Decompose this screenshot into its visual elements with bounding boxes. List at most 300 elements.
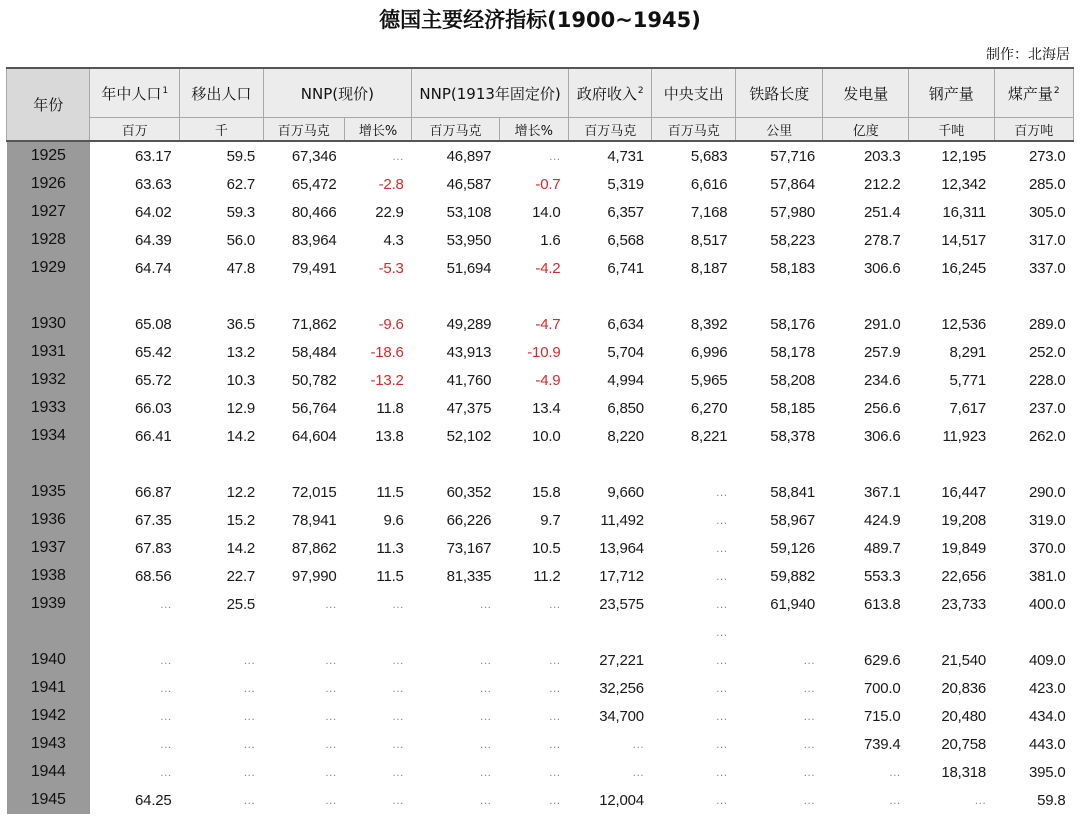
cell-electricity: 715.0 [863,707,901,725]
cell-steel: 8,291 [949,343,987,361]
cell-year: 1945 [7,786,90,814]
cell-railway-length: 58,208 [770,371,815,389]
cell-emigration: 12.2 [226,483,256,501]
cell-nnp-constant-growth: 14.0 [532,203,561,221]
cell-emigration: … [243,681,256,695]
cell-govt-revenue: 6,741 [607,259,644,277]
cell-nnp-constant: … [479,597,492,611]
cell-steel: 12,195 [941,147,987,165]
table-row [7,534,1074,562]
cell-nnp-constant: 73,167 [446,539,492,557]
cell-nnp-current-growth: 13.8 [375,427,404,445]
cell-nnp-current: 64,604 [291,427,337,445]
cell-coal: 409.0 [1028,651,1066,669]
cell-electricity: 613.8 [863,595,901,613]
table-row [7,786,1074,814]
cell-coal: 228.0 [1028,371,1066,389]
cell-electricity: 212.2 [863,175,901,193]
cell-govt-revenue [568,618,651,646]
cell-steel: 20,836 [941,679,987,697]
spacer-cell [345,450,412,478]
cell-nnp-constant [412,618,500,646]
cell-central-expenditure: 6,270 [690,399,728,417]
cell-railway-length: … [803,765,815,779]
cell-nnp-current-growth: 9.6 [383,511,404,529]
cell-electricity: 291.0 [863,315,901,333]
cell-steel: 16,311 [942,203,987,221]
spacer-cell [90,282,180,310]
table-row [7,758,1074,786]
cell-govt-revenue: … [632,765,644,779]
cell-nnp-constant-growth: … [548,793,561,807]
cell-central-expenditure: … [715,625,728,639]
cell-nnp-constant-growth: 13.4 [532,399,561,417]
cell-emigration: 10.3 [226,371,256,389]
header-steel: 钢产量 [909,68,995,118]
spacer-cell [994,282,1073,310]
cell-nnp-current-growth: 11.8 [376,399,404,417]
cell-population: 68.56 [135,567,172,585]
cell-govt-revenue: 34,700 [599,707,644,725]
cell-emigration: … [243,793,256,807]
cell-population: … [159,653,172,667]
unit-railway-length: 公里 [735,118,823,142]
cell-nnp-constant-growth: 11.2 [533,567,561,585]
cell-govt-revenue: 5,319 [607,175,644,193]
cell-year: 1942 [7,702,90,730]
cell-railway-length: 57,716 [770,147,815,165]
table-row [7,366,1074,394]
cell-nnp-constant-growth: 10.0 [532,427,561,445]
cell-emigration: 15.2 [226,511,256,529]
cell-population: … [159,681,172,695]
table-row [7,338,1074,366]
cell-govt-revenue: 6,568 [607,231,644,249]
cell-nnp-constant: … [479,765,492,779]
header-population: 年中人口$^1$ [90,68,180,118]
unit-nnp-constant-growth: 增长% [499,118,568,142]
cell-electricity: 306.6 [863,427,901,445]
cell-nnp-constant-growth: … [548,737,561,751]
cell-nnp-constant: … [479,653,492,667]
cell-steel: 7,617 [949,399,987,417]
cell-central-expenditure: 8,187 [690,259,728,277]
cell-electricity: 629.6 [863,651,901,669]
cell-govt-revenue: 12,004 [599,791,644,809]
cell-govt-revenue: 6,634 [607,315,644,333]
cell-population: 63.63 [135,175,172,193]
cell-coal: 319.0 [1028,511,1066,529]
cell-year: 1930 [7,310,90,338]
cell-nnp-current: … [324,653,337,667]
spacer-row [7,282,1074,310]
cell-nnp-constant-growth: … [548,653,561,667]
cell-nnp-constant: … [479,709,492,723]
cell-emigration: … [243,709,256,723]
cell-electricity: 256.6 [863,399,901,417]
cell-nnp-current-growth: … [391,765,404,779]
cell-steel: 22,656 [941,567,987,585]
cell-electricity: … [888,793,901,807]
cell-govt-revenue: 4,994 [607,371,644,389]
table-row [7,674,1074,702]
cell-population: 67.35 [135,511,172,529]
spacer-cell [7,282,90,310]
cell-nnp-current-growth: … [391,793,404,807]
cell-nnp-current-growth: 11.3 [376,539,404,557]
cell-year: 1926 [7,170,90,198]
cell-steel: 12,342 [941,175,987,193]
cell-nnp-current-growth: … [391,709,404,723]
economic-indicators-table [6,67,1074,814]
cell-steel: 19,849 [941,539,987,557]
cell-emigration: 36.5 [226,315,256,333]
cell-railway-length: 57,864 [770,175,815,193]
cell-govt-revenue: 23,575 [599,595,644,613]
cell-electricity: 257.9 [863,343,901,361]
table-row [7,226,1074,254]
cell-population: 66.87 [135,483,172,501]
header-nnp-current: NNP(现价) [263,68,412,118]
cell-nnp-current: … [324,681,337,695]
header-govt-revenue: 政府收入$^2$ [568,68,651,118]
cell-population: 64.25 [135,791,172,809]
cell-emigration: 13.2 [226,343,256,361]
cell-nnp-current-growth: -13.2 [370,371,404,389]
header-year: 年份 [7,68,90,141]
cell-nnp-current-growth: 22.9 [375,203,404,221]
cell-railway-length: … [803,737,815,751]
cell-population: 65.72 [135,371,172,389]
cell-nnp-constant: 43,913 [446,343,492,361]
cell-population: 64.39 [135,231,172,249]
cell-central-expenditure: 8,221 [690,427,728,445]
table-row [7,198,1074,226]
spacer-cell [823,450,909,478]
cell-emigration: 14.2 [226,539,256,557]
cell-railway-length: 58,176 [770,315,815,333]
cell-emigration: 59.5 [226,147,256,165]
spacer-cell [568,450,651,478]
cell-population: 65.42 [135,343,172,361]
cell-nnp-current-growth: -5.3 [378,259,404,277]
spacer-cell [263,282,344,310]
cell-nnp-current: 58,484 [291,343,337,361]
unit-electricity: 亿度 [823,118,909,142]
cell-year: 1940 [7,646,90,674]
cell-central-expenditure: … [715,485,728,499]
cell-railway-length: 58,185 [770,399,815,417]
cell-emigration: 14.2 [226,427,256,445]
cell-central-expenditure: 8,392 [690,315,728,333]
cell-year: 1939 [7,590,90,618]
cell-nnp-current-growth: … [391,149,404,163]
cell-nnp-constant: 66,226 [446,511,492,529]
spacer-cell [994,450,1073,478]
header-emigration: 移出人口 [180,68,263,118]
unit-population: 百万 [90,118,180,142]
cell-nnp-current: 80,466 [291,203,337,221]
cell-nnp-current: 71,862 [291,315,337,333]
spacer-cell [735,450,823,478]
spacer-cell [7,450,90,478]
cell-coal: 273.0 [1028,147,1066,165]
cell-nnp-constant-growth: 1.6 [540,231,561,249]
cell-year: 1943 [7,730,90,758]
cell-year: 1936 [7,506,90,534]
cell-central-expenditure: 5,683 [690,147,728,165]
table-row [7,590,1074,618]
table-row [7,254,1074,282]
cell-nnp-current: … [324,793,337,807]
cell-population: 66.41 [135,427,172,445]
cell-population: 67.83 [135,539,172,557]
cell-steel: 12,536 [941,315,987,333]
cell-population: … [159,709,172,723]
cell-central-expenditure: 8,517 [690,231,728,249]
spacer-cell [909,450,995,478]
unit-nnp-current-value: 百万马克 [263,118,344,142]
header-railway-length: 铁路长度 [735,68,823,118]
cell-nnp-constant: 52,102 [446,427,492,445]
cell-electricity: 424.9 [863,511,901,529]
cell-nnp-constant: 51,694 [446,259,492,277]
cell-emigration: 12.9 [226,399,256,417]
page-title: 德国主要经济指标(1900~1945) [379,8,701,32]
spacer-cell [412,282,500,310]
cell-year: 1944 [7,758,90,786]
spacer-cell [568,282,651,310]
cell-nnp-constant-growth: -4.2 [535,259,561,277]
cell-emigration: 62.7 [226,175,256,193]
cell-govt-revenue: 32,256 [599,679,644,697]
cell-nnp-constant-growth: … [548,149,561,163]
cell-railway-length: … [803,681,815,695]
cell-nnp-current-growth: … [391,597,404,611]
table-row [7,170,1074,198]
cell-nnp-current-growth: … [391,737,404,751]
cell-coal: 252.0 [1028,343,1066,361]
cell-central-expenditure: … [715,709,728,723]
cell-steel: 16,245 [941,259,987,277]
cell-nnp-current: 97,990 [291,567,337,585]
cell-nnp-current-growth: -18.6 [370,343,404,361]
cell-govt-revenue: … [632,737,644,751]
cell-coal: 434.0 [1028,707,1066,725]
cell-nnp-constant: … [479,681,492,695]
cell-nnp-constant: 53,950 [446,231,492,249]
spacer-cell [909,282,995,310]
cell-railway-length: 59,126 [770,539,815,557]
cell-emigration: … [243,737,256,751]
cell-railway-length: 58,178 [770,343,815,361]
unit-govt-revenue: 百万马克 [568,118,651,142]
cell-coal: 400.0 [1028,595,1066,613]
table-row [7,422,1074,450]
spacer-cell [652,282,735,310]
cell-nnp-constant-growth: -4.7 [535,315,561,333]
cell-emigration: 56.0 [226,231,256,249]
table-row [7,394,1074,422]
cell-population: 64.74 [135,259,172,277]
cell-coal: 317.0 [1028,231,1066,249]
cell-coal: 305.0 [1028,203,1066,221]
cell-railway-length: 61,940 [770,595,815,613]
unit-nnp-constant-value: 百万马克 [412,118,500,142]
cell-nnp-constant: 46,897 [446,147,492,165]
cell-railway-length: … [803,793,815,807]
cell-nnp-current: 72,015 [291,483,337,501]
cell-coal: 237.0 [1028,399,1066,417]
cell-coal: 381.0 [1028,567,1066,585]
cell-emigration: 59.3 [226,203,256,221]
table-row [7,618,1074,646]
unit-coal: 百万吨 [994,118,1073,142]
header-nnp-constant: NNP(1913年固定价) [412,68,569,118]
cell-nnp-current: 50,782 [291,371,337,389]
cell-govt-revenue: 6,850 [607,399,644,417]
cell-central-expenditure: … [715,681,728,695]
cell-coal: 443.0 [1028,735,1066,753]
cell-central-expenditure: … [715,737,728,751]
cell-nnp-current-growth: 11.5 [376,483,404,501]
spacer-cell [652,450,735,478]
cell-railway-length [735,618,823,646]
cell-nnp-constant-growth: 10.5 [532,539,561,557]
cell-coal: 262.0 [1028,427,1066,445]
cell-nnp-constant: 41,760 [446,371,492,389]
spacer-cell [499,282,568,310]
cell-nnp-constant-growth: 9.7 [540,511,561,529]
cell-year: 1938 [7,562,90,590]
cell-steel: 11,923 [942,427,987,445]
cell-nnp-current: 56,764 [291,399,337,417]
cell-govt-revenue: 4,731 [607,147,644,165]
cell-population: 63.17 [135,147,172,165]
cell-nnp-current: 65,472 [291,175,337,193]
cell-govt-revenue: 17,712 [599,567,644,585]
cell-steel: 21,540 [941,651,987,669]
cell-railway-length: 58,183 [770,259,815,277]
cell-year: 1934 [7,422,90,450]
cell-nnp-constant-growth: -4.9 [535,371,561,389]
cell-govt-revenue: 8,220 [607,427,644,445]
cell-year: 1931 [7,338,90,366]
spacer-cell [735,282,823,310]
cell-nnp-current [263,618,344,646]
cell-electricity: 489.7 [863,539,901,557]
cell-emigration: 47.8 [226,259,256,277]
unit-row [7,118,1074,142]
spacer-cell [499,450,568,478]
cell-emigration: 22.7 [226,567,256,585]
table-row [7,310,1074,338]
cell-steel: 18,318 [941,763,987,781]
spacer-cell [180,282,263,310]
spacer-row [7,450,1074,478]
cell-electricity: 278.7 [863,231,901,249]
cell-railway-length: 58,378 [770,427,815,445]
cell-nnp-current-growth: … [391,653,404,667]
cell-electricity: 234.6 [863,371,901,389]
cell-steel: 14,517 [941,231,987,249]
cell-coal: 423.0 [1028,679,1066,697]
cell-emigration [180,618,263,646]
cell-nnp-current: 79,491 [291,259,337,277]
cell-emigration: 25.5 [226,595,256,613]
cell-nnp-current-growth: 4.3 [383,231,404,249]
cell-nnp-current: 67,346 [291,147,337,165]
cell-year: 1941 [7,674,90,702]
cell-nnp-current: … [324,709,337,723]
cell-nnp-constant: … [479,793,492,807]
cell-population: … [159,597,172,611]
spacer-cell [90,450,180,478]
cell-central-expenditure: … [715,569,728,583]
cell-population: 65.08 [135,315,172,333]
cell-year: 1933 [7,394,90,422]
cell-central-expenditure: … [715,513,728,527]
unit-emigration: 千 [180,118,263,142]
cell-coal: 289.0 [1028,315,1066,333]
cell-steel: 16,447 [941,483,987,501]
cell-nnp-constant-growth: … [548,597,561,611]
cell-steel: … [974,793,987,807]
cell-steel [909,618,995,646]
cell-nnp-current-growth [345,618,412,646]
cell-coal: 395.0 [1028,763,1066,781]
cell-year [7,618,90,646]
cell-nnp-constant-growth: … [548,681,561,695]
spacer-cell [823,282,909,310]
cell-population: 66.03 [135,399,172,417]
cell-year: 1935 [7,478,90,506]
cell-electricity: … [888,765,901,779]
cell-railway-length: 57,980 [770,203,815,221]
cell-nnp-current: 78,941 [291,511,337,529]
cell-govt-revenue: 27,221 [599,651,644,669]
unit-steel: 千吨 [909,118,995,142]
cell-central-expenditure: 5,965 [690,371,728,389]
table-row [7,506,1074,534]
cell-nnp-current-growth: 11.5 [376,567,404,585]
cell-nnp-constant: 47,375 [446,399,492,417]
cell-central-expenditure: … [715,597,728,611]
cell-steel: 23,733 [941,595,987,613]
cell-nnp-constant: 53,108 [446,203,492,221]
cell-central-expenditure: … [715,765,728,779]
cell-electricity: 700.0 [863,679,901,697]
cell-nnp-current-growth: -9.6 [378,315,404,333]
cell-railway-length: 59,882 [770,567,815,585]
cell-govt-revenue: 13,964 [599,539,644,557]
cell-year: 1925 [7,141,90,170]
table-row [7,702,1074,730]
header-row [7,68,1074,118]
unit-central-expenditure: 百万马克 [652,118,735,142]
cell-nnp-constant: 46,587 [446,175,492,193]
cell-year: 1927 [7,198,90,226]
cell-nnp-current: … [324,737,337,751]
cell-year: 1929 [7,254,90,282]
cell-nnp-current-growth: -2.8 [378,175,404,193]
cell-coal: 290.0 [1028,483,1066,501]
cell-nnp-constant-growth: -10.9 [527,343,561,361]
cell-central-expenditure: … [715,653,728,667]
table-row [7,646,1074,674]
cell-nnp-constant: 49,289 [446,315,492,333]
cell-govt-revenue: 9,660 [607,483,644,501]
